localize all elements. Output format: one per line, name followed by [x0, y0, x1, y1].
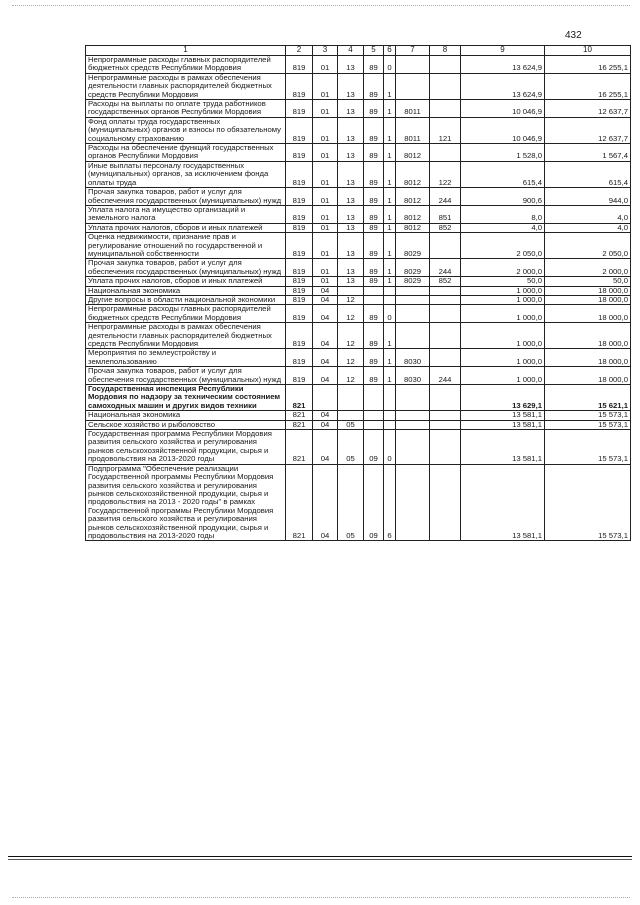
cell-c9: 13 624,9	[461, 73, 545, 99]
cell-c2: 819	[286, 205, 313, 223]
table-row	[86, 349, 631, 367]
table-row	[86, 188, 631, 206]
cell-c6: 1	[384, 277, 396, 286]
table-row	[86, 277, 631, 286]
cell-c4: 12	[338, 323, 364, 349]
cell-c4: 12	[338, 305, 364, 323]
cell-c5: 89	[364, 259, 384, 277]
cell-c3: 04	[313, 323, 338, 349]
cell-c2: 819	[286, 117, 313, 143]
bottom-rule	[8, 856, 632, 857]
cell-c8	[430, 73, 461, 99]
cell-c7: 8012	[396, 188, 430, 206]
cell-c5: 89	[364, 188, 384, 206]
cell-c8: 852	[430, 277, 461, 286]
cell-c5: 89	[364, 161, 384, 187]
cell-c2: 821	[286, 411, 313, 420]
cell-c2: 819	[286, 161, 313, 187]
row-label: Уплата прочих налогов, сборов и иных платежей	[86, 223, 286, 232]
cell-c6: 1	[384, 188, 396, 206]
cell-c4: 13	[338, 73, 364, 99]
column-header: 5	[364, 46, 384, 56]
cell-c10: 2 050,0	[545, 233, 631, 259]
cell-c9: 8,0	[461, 205, 545, 223]
cell-c5	[364, 420, 384, 429]
cell-c8: 244	[430, 259, 461, 277]
cell-c6: 1	[384, 144, 396, 162]
cell-c3: 01	[313, 188, 338, 206]
cell-c2: 819	[286, 100, 313, 118]
row-label: Прочая закупка товаров, работ и услуг для обеспечения государственных (муниципальных) нужд	[86, 367, 286, 385]
cell-c10: 18 000,0	[545, 295, 631, 304]
cell-c5: 89	[364, 144, 384, 162]
cell-c4: 13	[338, 188, 364, 206]
cell-c6: 1	[384, 73, 396, 99]
cell-c3: 01	[313, 223, 338, 232]
cell-c3: 01	[313, 277, 338, 286]
cell-c10: 15 621,1	[545, 385, 631, 411]
cell-c8: 851	[430, 205, 461, 223]
cell-c2: 819	[286, 223, 313, 232]
row-label: Уплата налога на имущество организаций и земельного налога	[86, 205, 286, 223]
cell-c4: 13	[338, 100, 364, 118]
row-label: Другие вопросы в области национальной экономики	[86, 295, 286, 304]
cell-c5: 89	[364, 305, 384, 323]
row-label: Фонд оплаты труда государственных (муниципальных) органов и взносы по обязательному социальному страхованию	[86, 117, 286, 143]
row-label: Непрограммные расходы в рамках обеспечения деятельности главных распорядителей бюджетных средств Республики Мордовия	[86, 323, 286, 349]
cell-c9: 1 000,0	[461, 305, 545, 323]
cell-c5	[364, 286, 384, 295]
cell-c2: 819	[286, 73, 313, 99]
cell-c8	[430, 233, 461, 259]
cell-c2: 819	[286, 295, 313, 304]
cell-c3: 04	[313, 367, 338, 385]
cell-c8	[430, 464, 461, 541]
cell-c10: 15 573,1	[545, 430, 631, 465]
cell-c9: 900,6	[461, 188, 545, 206]
cell-c2: 819	[286, 305, 313, 323]
cell-c9: 13 581,1	[461, 464, 545, 541]
cell-c7: 8011	[396, 117, 430, 143]
table-row	[86, 430, 631, 465]
cell-c5: 09	[364, 430, 384, 465]
cell-c3: 04	[313, 295, 338, 304]
cell-c10: 944,0	[545, 188, 631, 206]
cell-c2: 821	[286, 464, 313, 541]
cell-c8	[430, 295, 461, 304]
row-label: Государственная программа Республики Мордовия развития сельского хозяйства и регулирования рынков сельскохозяйственной продукции, сырья и продовольствия на 2013-2020 годы	[86, 430, 286, 465]
cell-c8	[430, 411, 461, 420]
cell-c7	[396, 323, 430, 349]
cell-c2: 819	[286, 144, 313, 162]
cell-c8	[430, 349, 461, 367]
cell-c10: 18 000,0	[545, 349, 631, 367]
cell-c4: 13	[338, 205, 364, 223]
top-dotted-rule	[12, 5, 630, 6]
cell-c2: 819	[286, 56, 313, 74]
cell-c10: 615,4	[545, 161, 631, 187]
cell-c5: 89	[364, 233, 384, 259]
cell-c9: 10 046,9	[461, 100, 545, 118]
cell-c4: 13	[338, 117, 364, 143]
cell-c10: 16 255,1	[545, 73, 631, 99]
cell-c6: 0	[384, 56, 396, 74]
cell-c4: 13	[338, 161, 364, 187]
cell-c4: 13	[338, 223, 364, 232]
cell-c7	[396, 305, 430, 323]
cell-c2: 819	[286, 349, 313, 367]
table-row	[86, 161, 631, 187]
row-label: Сельское хозяйство и рыболовство	[86, 420, 286, 429]
cell-c3: 01	[313, 117, 338, 143]
column-header: 4	[338, 46, 364, 56]
cell-c3: 04	[313, 305, 338, 323]
cell-c4: 13	[338, 277, 364, 286]
cell-c9: 1 000,0	[461, 367, 545, 385]
bottom-dotted-rule	[12, 897, 630, 898]
cell-c8	[430, 144, 461, 162]
cell-c6: 0	[384, 430, 396, 465]
column-header: 2	[286, 46, 313, 56]
row-label: Непрограммные расходы главных распорядителей бюджетных средств Республики Мордовия	[86, 305, 286, 323]
cell-c6: 1	[384, 233, 396, 259]
cell-c8: 244	[430, 188, 461, 206]
cell-c6: 1	[384, 100, 396, 118]
table-row	[86, 367, 631, 385]
table-row	[86, 411, 631, 420]
cell-c7: 8012	[396, 223, 430, 232]
cell-c6: 1	[384, 323, 396, 349]
cell-c8	[430, 100, 461, 118]
cell-c7	[396, 420, 430, 429]
cell-c10: 15 573,1	[545, 420, 631, 429]
cell-c4: 05	[338, 464, 364, 541]
table-row	[86, 420, 631, 429]
table-row	[86, 223, 631, 232]
cell-c9: 615,4	[461, 161, 545, 187]
table-row	[86, 100, 631, 118]
cell-c7: 8011	[396, 100, 430, 118]
cell-c3: 04	[313, 286, 338, 295]
cell-c4: 13	[338, 259, 364, 277]
row-label: Мероприятия по землеустройству и землепользованию	[86, 349, 286, 367]
cell-c9: 13 629,1	[461, 385, 545, 411]
table-row	[86, 323, 631, 349]
column-header: 10	[545, 46, 631, 56]
row-label: Прочая закупка товаров, работ и услуг для обеспечения государственных (муниципальных) нужд	[86, 188, 286, 206]
cell-c10: 4,0	[545, 205, 631, 223]
table-row	[86, 117, 631, 143]
cell-c9: 4,0	[461, 223, 545, 232]
cell-c4: 13	[338, 56, 364, 74]
cell-c2: 819	[286, 323, 313, 349]
cell-c3: 01	[313, 233, 338, 259]
cell-c9: 2 050,0	[461, 233, 545, 259]
table-row	[86, 233, 631, 259]
cell-c7	[396, 411, 430, 420]
table-row	[86, 295, 631, 304]
cell-c10: 18 000,0	[545, 305, 631, 323]
cell-c7	[396, 385, 430, 411]
row-label: Подпрограмма "Обеспечение реализации Государственной программы Республики Мордовия развития сельского хозяйства и регулирования рынков сельскохозяйственной продукции, сырья и продовольствия на 2013 - 2020 годы" в рамках Государственной программы Республики Мордовия развития сельского хозяйства и регулирования рынков сельскохозяйственной продукции, сырья и продовольствия на 2013-2020 годы	[86, 464, 286, 541]
cell-c3: 01	[313, 161, 338, 187]
cell-c7: 8029	[396, 277, 430, 286]
cell-c10: 12 637,7	[545, 100, 631, 118]
cell-c10: 18 000,0	[545, 367, 631, 385]
cell-c3: 01	[313, 144, 338, 162]
cell-c2: 821	[286, 420, 313, 429]
row-label: Непрограммные расходы в рамках обеспечения деятельности главных распорядителей бюджетных средств Республики Мордовия	[86, 73, 286, 99]
cell-c10: 50,0	[545, 277, 631, 286]
cell-c8	[430, 56, 461, 74]
cell-c8	[430, 286, 461, 295]
cell-c5: 89	[364, 117, 384, 143]
table-row	[86, 305, 631, 323]
cell-c5: 89	[364, 73, 384, 99]
cell-c10: 18 000,0	[545, 323, 631, 349]
cell-c9: 1 000,0	[461, 323, 545, 349]
cell-c7: 8029	[396, 233, 430, 259]
cell-c5	[364, 385, 384, 411]
cell-c6: 1	[384, 205, 396, 223]
cell-c3: 01	[313, 259, 338, 277]
cell-c8	[430, 323, 461, 349]
cell-c8	[430, 305, 461, 323]
cell-c9: 13 624,9	[461, 56, 545, 74]
column-header: 6	[384, 46, 396, 56]
cell-c8	[430, 420, 461, 429]
cell-c6	[384, 420, 396, 429]
cell-c8	[430, 430, 461, 465]
column-header: 1	[86, 46, 286, 56]
cell-c10: 16 255,1	[545, 56, 631, 74]
cell-c5	[364, 295, 384, 304]
table-row	[86, 144, 631, 162]
cell-c3: 04	[313, 349, 338, 367]
row-label: Непрограммные расходы главных распорядителей бюджетных средств Республики Мордовия	[86, 56, 286, 74]
cell-c7	[396, 56, 430, 74]
column-header: 9	[461, 46, 545, 56]
cell-c3: 04	[313, 464, 338, 541]
cell-c5: 89	[364, 367, 384, 385]
cell-c9: 1 000,0	[461, 286, 545, 295]
cell-c9: 13 581,1	[461, 420, 545, 429]
cell-c4	[338, 385, 364, 411]
column-header: 3	[313, 46, 338, 56]
cell-c6	[384, 411, 396, 420]
cell-c2: 821	[286, 430, 313, 465]
cell-c7: 8029	[396, 259, 430, 277]
row-label: Уплата прочих налогов, сборов и иных платежей	[86, 277, 286, 286]
cell-c4: 12	[338, 349, 364, 367]
cell-c6: 0	[384, 305, 396, 323]
cell-c6	[384, 295, 396, 304]
cell-c7: 8012	[396, 144, 430, 162]
cell-c6: 1	[384, 259, 396, 277]
table-body	[86, 46, 631, 541]
cell-c4: 05	[338, 420, 364, 429]
cell-c3: 04	[313, 411, 338, 420]
cell-c6: 1	[384, 117, 396, 143]
row-label: Оценка недвижимости, признание прав и регулирование отношений по государственной и муниципальной собственности	[86, 233, 286, 259]
cell-c7: 8012	[396, 161, 430, 187]
cell-c9: 10 046,9	[461, 117, 545, 143]
cell-c2: 819	[286, 286, 313, 295]
table-row	[86, 286, 631, 295]
row-label: Расходы на выплаты по оплате труда работников государственных органов Республики Мордовия	[86, 100, 286, 118]
row-label: Государственная инспекция Республики Мордовия по надзору за техническим состоянием самоходных машин и других видов техники	[86, 385, 286, 411]
cell-c8	[430, 385, 461, 411]
cell-c2: 819	[286, 367, 313, 385]
cell-c7: 8012	[396, 205, 430, 223]
column-header: 8	[430, 46, 461, 56]
cell-c7	[396, 295, 430, 304]
cell-c2: 819	[286, 277, 313, 286]
cell-c7	[396, 464, 430, 541]
cell-c7: 8030	[396, 367, 430, 385]
cell-c9: 13 581,1	[461, 411, 545, 420]
cell-c3: 04	[313, 420, 338, 429]
cell-c4	[338, 286, 364, 295]
cell-c7: 8030	[396, 349, 430, 367]
table-row	[86, 259, 631, 277]
cell-c6: 1	[384, 161, 396, 187]
cell-c4: 05	[338, 430, 364, 465]
cell-c2: 819	[286, 188, 313, 206]
cell-c9: 50,0	[461, 277, 545, 286]
cell-c5: 89	[364, 100, 384, 118]
cell-c7	[396, 430, 430, 465]
table-row	[86, 205, 631, 223]
cell-c2: 819	[286, 259, 313, 277]
cell-c5: 89	[364, 323, 384, 349]
cell-c6	[384, 286, 396, 295]
cell-c10: 1 567,4	[545, 144, 631, 162]
cell-c2: 819	[286, 233, 313, 259]
cell-c3	[313, 385, 338, 411]
cell-c5: 89	[364, 56, 384, 74]
cell-c3: 01	[313, 100, 338, 118]
cell-c5: 89	[364, 349, 384, 367]
cell-c7	[396, 73, 430, 99]
table-row	[86, 385, 631, 411]
cell-c4	[338, 411, 364, 420]
cell-c10: 4,0	[545, 223, 631, 232]
cell-c5: 09	[364, 464, 384, 541]
cell-c10: 2 000,0	[545, 259, 631, 277]
row-label: Прочая закупка товаров, работ и услуг для обеспечения государственных (муниципальных) нужд	[86, 259, 286, 277]
cell-c9: 2 000,0	[461, 259, 545, 277]
cell-c3: 01	[313, 56, 338, 74]
cell-c3: 04	[313, 430, 338, 465]
cell-c4: 12	[338, 367, 364, 385]
cell-c8: 121	[430, 117, 461, 143]
cell-c9: 13 581,1	[461, 430, 545, 465]
cell-c6: 1	[384, 223, 396, 232]
cell-c8: 852	[430, 223, 461, 232]
budget-table	[85, 45, 631, 541]
cell-c10: 15 573,1	[545, 464, 631, 541]
cell-c9: 1 000,0	[461, 295, 545, 304]
cell-c5: 89	[364, 205, 384, 223]
table-row	[86, 56, 631, 74]
cell-c6: 1	[384, 349, 396, 367]
cell-c6: 6	[384, 464, 396, 541]
row-label: Иные выплаты персоналу государственных (муниципальных) органов, за исключением фонда оплаты труда	[86, 161, 286, 187]
cell-c5: 89	[364, 223, 384, 232]
cell-c9: 1 000,0	[461, 349, 545, 367]
cell-c5	[364, 411, 384, 420]
cell-c5: 89	[364, 277, 384, 286]
header-row	[86, 46, 631, 56]
page-number: 432	[565, 30, 582, 41]
cell-c10: 18 000,0	[545, 286, 631, 295]
cell-c8: 244	[430, 367, 461, 385]
cell-c6	[384, 385, 396, 411]
table-row	[86, 464, 631, 541]
cell-c3: 01	[313, 73, 338, 99]
cell-c4: 13	[338, 233, 364, 259]
row-label: Расходы на обеспечение функций государственных органов Республики Мордовия	[86, 144, 286, 162]
cell-c10: 12 637,7	[545, 117, 631, 143]
row-label: Национальная экономика	[86, 286, 286, 295]
cell-c6: 1	[384, 367, 396, 385]
cell-c4: 12	[338, 295, 364, 304]
cell-c2: 821	[286, 385, 313, 411]
cell-c7	[396, 286, 430, 295]
bottom-rule-thin	[8, 859, 632, 860]
cell-c8: 122	[430, 161, 461, 187]
cell-c9: 1 528,0	[461, 144, 545, 162]
cell-c3: 01	[313, 205, 338, 223]
table-row	[86, 73, 631, 99]
column-header: 7	[396, 46, 430, 56]
cell-c10: 15 573,1	[545, 411, 631, 420]
cell-c4: 13	[338, 144, 364, 162]
row-label: Национальная экономика	[86, 411, 286, 420]
